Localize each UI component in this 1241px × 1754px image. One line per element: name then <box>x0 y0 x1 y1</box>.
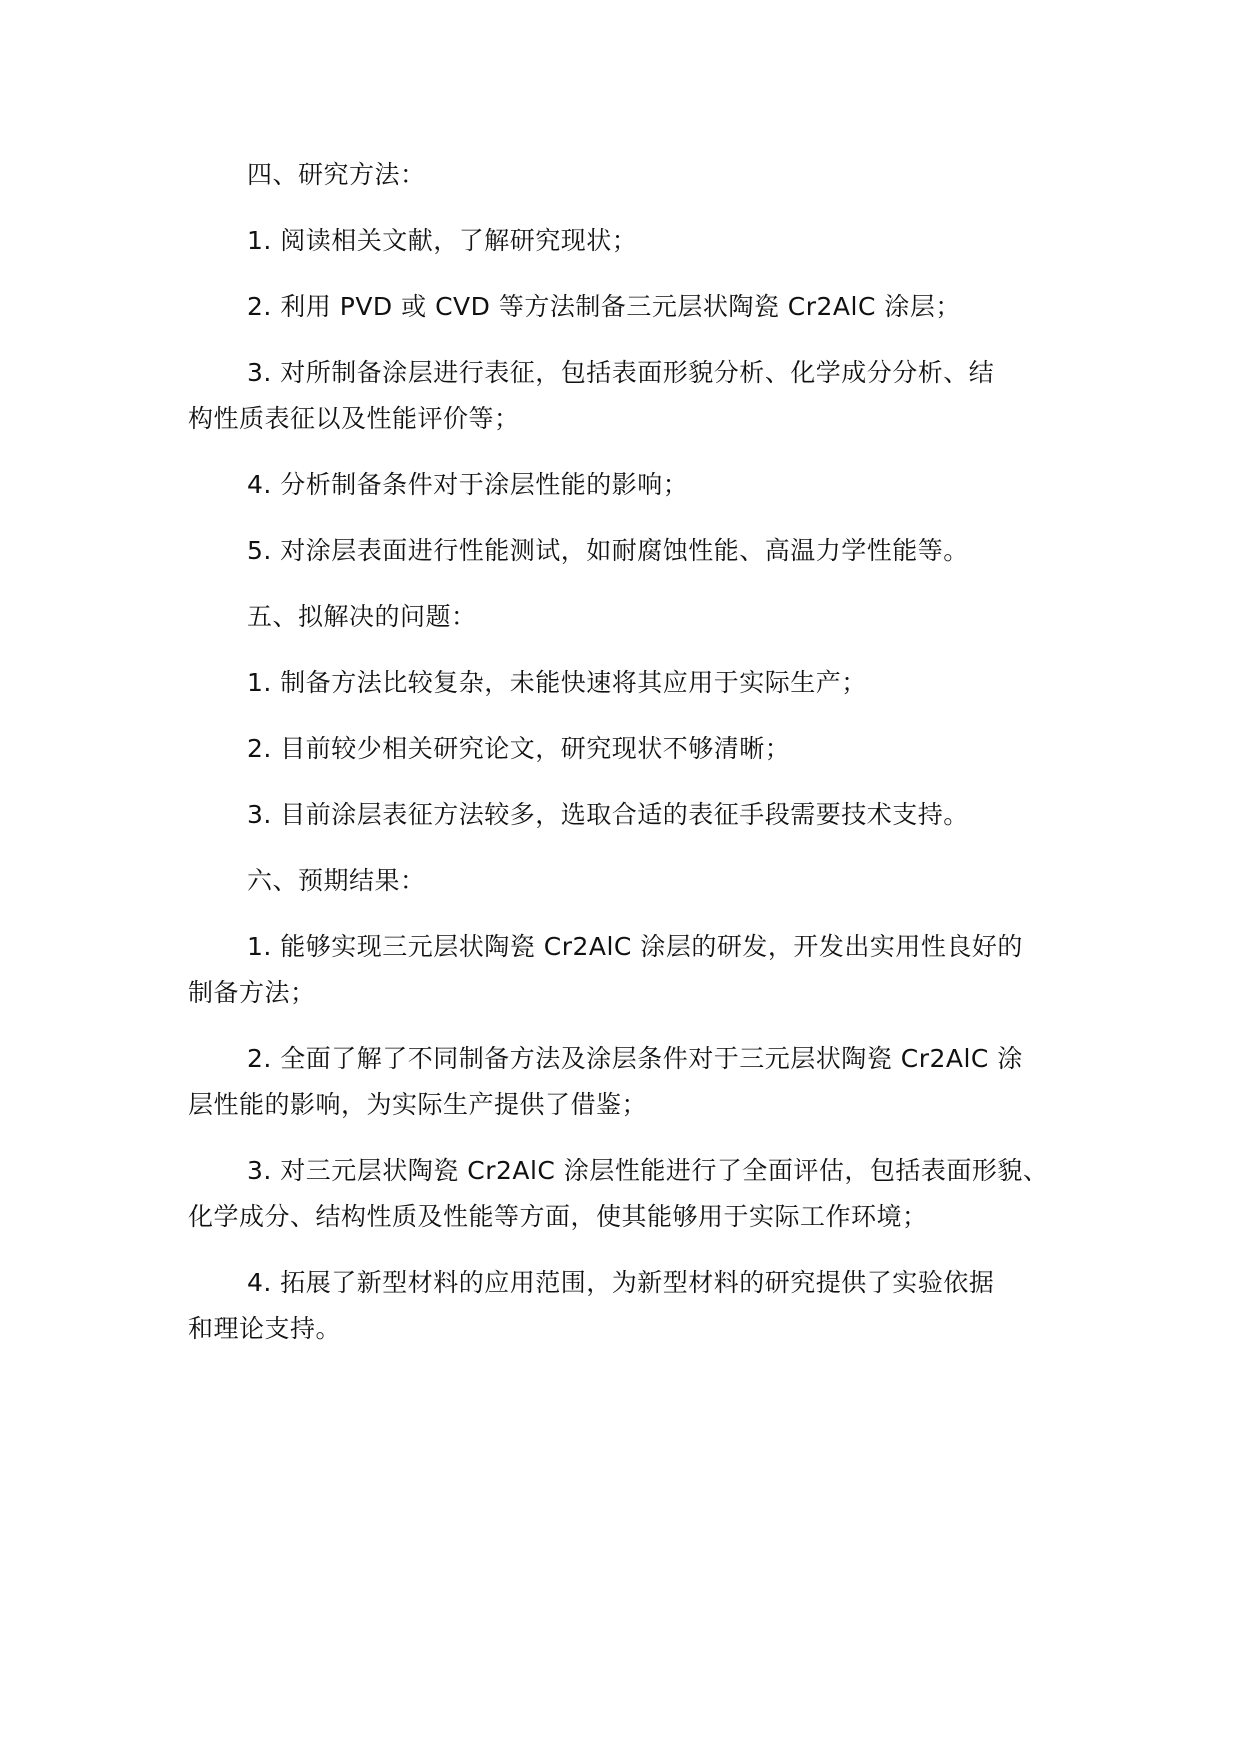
result-item-3-line-1: 3. 对三元层状陶瓷 Cr2AlC 涂层性能进行了全面评估，包括表面形貌、 <box>247 1156 1049 1185</box>
method-item-4: 4. 分析制备条件对于涂层性能的影响； <box>247 470 689 499</box>
problem-item-2: 2. 目前较少相关研究论文，研究现状不够清晰； <box>247 734 791 763</box>
section-heading-problems: 五、拟解决的问题： <box>247 602 477 631</box>
problem-item-1: 1. 制备方法比较复杂，未能快速将其应用于实际生产； <box>247 668 867 697</box>
result-item-1-line-1: 1. 能够实现三元层状陶瓷 Cr2AlC 涂层的研发，开发出实用性良好的 <box>247 932 1023 961</box>
result-item-3-line-2: 化学成分、结构性质及性能等方面，使其能够用于实际工作环境； <box>188 1202 928 1231</box>
method-item-1: 1. 阅读相关文献，了解研究现状； <box>247 226 638 255</box>
method-item-2: 2. 利用 PVD 或 CVD 等方法制备三元层状陶瓷 Cr2AlC 涂层； <box>247 292 961 321</box>
section-heading-research-methods: 四、研究方法： <box>247 160 426 189</box>
method-item-3-line-1: 3. 对所制备涂层进行表征，包括表面形貌分析、化学成分分析、结 <box>247 358 995 387</box>
result-item-4-line-1: 4. 拓展了新型材料的应用范围，为新型材料的研究提供了实验依据 <box>247 1268 995 1297</box>
result-item-1-line-2: 制备方法； <box>188 978 316 1007</box>
result-item-2-line-1: 2. 全面了解了不同制备方法及涂层条件对于三元层状陶瓷 Cr2AlC 涂 <box>247 1044 1023 1073</box>
result-item-2-line-2: 层性能的影响，为实际生产提供了借鉴； <box>188 1090 648 1119</box>
method-item-5: 5. 对涂层表面进行性能测试，如耐腐蚀性能、高温力学性能等。 <box>247 536 969 565</box>
section-heading-expected-results: 六、预期结果： <box>247 866 426 895</box>
result-item-4-line-2: 和理论支持。 <box>188 1314 342 1343</box>
method-item-3-line-2: 构性质表征以及性能评价等； <box>188 404 520 433</box>
problem-item-3: 3. 目前涂层表征方法较多，选取合适的表征手段需要技术支持。 <box>247 800 969 829</box>
